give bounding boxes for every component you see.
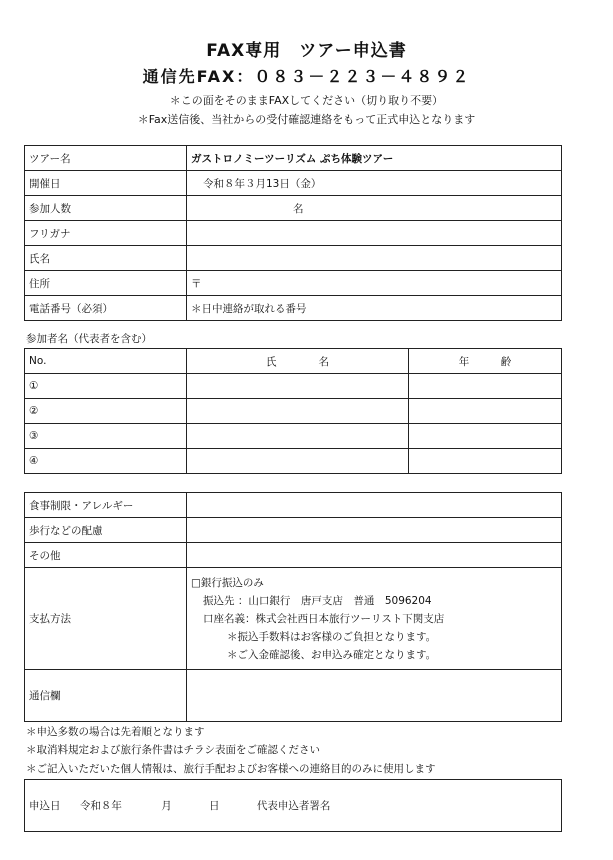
furigana-row — [25, 221, 562, 246]
participant-age-field[interactable] — [409, 424, 562, 449]
furigana-field[interactable] — [187, 221, 562, 246]
walk-field[interactable] — [187, 518, 562, 543]
applicant-info-table — [24, 145, 562, 321]
era-label: 令和８年 — [79, 800, 122, 812]
fax-note: ＊この面をそのままFAXしてください（切り取り不要） — [169, 94, 444, 107]
other-row — [25, 543, 562, 568]
participant-age-field[interactable] — [409, 374, 562, 399]
bank-account-info: 振込先 ：山口銀行 唐戸支店 普通 5096204 — [203, 594, 432, 607]
row-number: ② — [25, 399, 187, 424]
table-row — [25, 374, 562, 399]
form-title: FAX専用 ツアー申込書 — [206, 41, 407, 61]
participants-header-row — [25, 349, 562, 374]
address-label: 住所 — [25, 271, 187, 296]
tour-name-value: ガストロノミーツーリズム ぷち体験ツアー — [187, 146, 562, 171]
payment-row — [25, 568, 562, 670]
table-row — [25, 424, 562, 449]
address-field[interactable]: 〒 — [187, 271, 562, 296]
participant-age-field[interactable] — [409, 399, 562, 424]
col-no-header: No. — [25, 349, 187, 374]
confirmation-note: ＊Fax送信後、当社からの受付確認連絡をもって正式申込となります — [137, 113, 476, 126]
bank-transfer-checkbox[interactable]: □銀行振込のみ — [191, 576, 264, 589]
headcount-field[interactable]: 名 — [187, 196, 562, 221]
representative-signature-label: 代表申込者署名 — [256, 800, 331, 812]
date-value: 令和８年３月13日（金） — [187, 171, 562, 196]
fee-note: ＊振込手数料はお客様のご負担となります。 — [227, 630, 437, 643]
month-label: 月 — [161, 800, 172, 812]
headcount-row — [25, 196, 562, 221]
col-age-header: 年 齢 — [409, 349, 562, 374]
participant-age-field[interactable] — [409, 449, 562, 474]
footnote-cancellation: ＊取消料規定および旅行条件書はチラシ表面をご確認ください — [26, 744, 320, 756]
tour-name-row — [25, 146, 562, 171]
date-label: 開催日 — [25, 171, 187, 196]
other-field[interactable] — [187, 543, 562, 568]
signature-row — [25, 780, 562, 832]
phone-field[interactable]: ＊日中連絡が取れる番号 — [187, 296, 562, 321]
date-row — [25, 171, 562, 196]
participant-name-field[interactable] — [187, 424, 409, 449]
participant-name-field[interactable] — [187, 374, 409, 399]
participant-name-field[interactable] — [187, 449, 409, 474]
day-label: 日 — [209, 800, 220, 812]
row-number: ① — [25, 374, 187, 399]
table-row — [25, 399, 562, 424]
tour-name-label: ツアー名 — [25, 146, 187, 171]
address-row — [25, 271, 562, 296]
table-row — [25, 449, 562, 474]
participants-table — [24, 348, 562, 474]
phone-label: 電話番号（必須） — [25, 296, 187, 321]
name-label: 氏名 — [25, 246, 187, 271]
col-name-header: 氏 名 — [187, 349, 409, 374]
name-field[interactable] — [187, 246, 562, 271]
comm-field[interactable] — [187, 670, 562, 722]
furigana-label: フリガナ — [25, 221, 187, 246]
walk-row — [25, 518, 562, 543]
other-label: その他 — [25, 543, 187, 568]
comm-label: 通信欄 — [25, 670, 187, 722]
account-holder-info: 口座名義：株式会社西日本旅行ツーリスト下関支店 — [203, 612, 445, 625]
participant-name-field[interactable] — [187, 399, 409, 424]
signature-box[interactable] — [25, 780, 562, 832]
extra-info-table — [24, 492, 562, 722]
phone-row — [25, 296, 562, 321]
footnote-first-come: ＊申込多数の場合は先着順となります — [26, 726, 205, 738]
signature-table — [24, 779, 562, 832]
comm-row — [25, 670, 562, 722]
walk-label: 歩行などの配慮 — [25, 518, 187, 543]
participants-caption: 参加者名（代表者を含む） — [26, 333, 152, 345]
apply-date-label: 申込日 — [29, 800, 61, 812]
payment-details — [187, 568, 562, 670]
diet-row — [25, 493, 562, 518]
row-number: ③ — [25, 424, 187, 449]
footnote-privacy: ＊ご記入いただいた個人情報は、旅行手配およびお客様への連絡目的のみに使用します — [26, 763, 436, 775]
payment-label: 支払方法 — [25, 568, 187, 670]
name-row — [25, 246, 562, 271]
diet-field[interactable] — [187, 493, 562, 518]
diet-label: 食事制限・アレルギー — [25, 493, 187, 518]
headcount-label: 参加人数 — [25, 196, 187, 221]
fax-number: 通信先FAX：０８３－２２３－４８９２ — [142, 67, 471, 86]
row-number: ④ — [25, 449, 187, 474]
payment-confirm-note: ＊ご入金確認後、お申込み確定となります。 — [227, 648, 437, 661]
